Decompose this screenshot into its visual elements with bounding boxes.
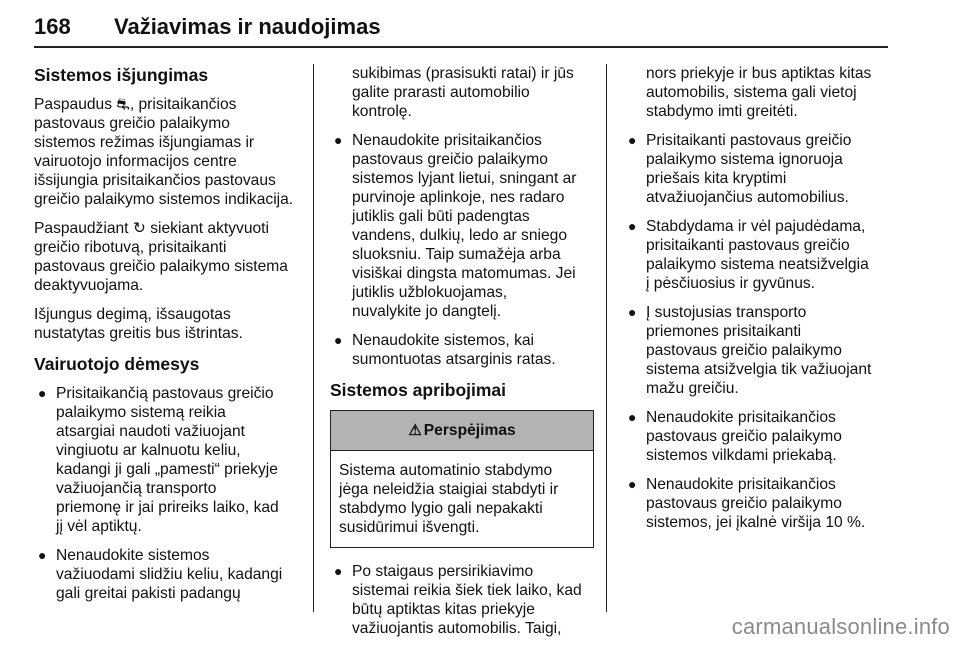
section-title-limitations: Sistemos apribojimai bbox=[330, 380, 507, 400]
list-item bbox=[330, 562, 594, 638]
list-item-text: sukibimas (prasisukti ratai) ir jūs galite prarasti automobilio kontrolę. bbox=[352, 65, 574, 120]
list-item-text: Prisitaikanti pastovaus greičio palaikymo sistema ignoruoja priešais kita kryptimi atvažiuojančius automobilius. bbox=[646, 132, 852, 206]
warning-text: Sistema automatinio stabdymo jėga neleidžia staigiai stabdyti ir stabdymo lygio gali nepakakti susidūrimui išvengti. bbox=[339, 462, 559, 536]
list-item bbox=[330, 331, 594, 369]
bullet-icon: ● bbox=[334, 332, 343, 348]
list-item bbox=[330, 131, 594, 321]
bullet-icon: ● bbox=[334, 132, 343, 148]
list-item bbox=[624, 475, 894, 532]
bullet-icon: ● bbox=[628, 476, 637, 492]
warning-header bbox=[331, 411, 593, 451]
section-title-driver-attention: Vairuotojo dėmesys bbox=[34, 354, 200, 374]
bullet-icon: ● bbox=[334, 563, 343, 579]
bullet-list bbox=[624, 64, 894, 532]
column-divider-2 bbox=[606, 64, 607, 612]
paragraph: Paspaudžiant ↻ siekiant aktyvuoti greičio ribotuvą, prisitaikanti pastovaus greičio palaikymo sistema deaktyvuojama. bbox=[34, 220, 288, 294]
list-item-text: Nenaudokite sistemos, kai sumontuotas atsarginis ratas. bbox=[352, 332, 556, 368]
list-item-continuation bbox=[330, 64, 594, 121]
bullet-icon: ● bbox=[628, 218, 637, 234]
list-item bbox=[34, 384, 304, 536]
list-item-text: Stabdydama ir vėl pajudėdama, prisitaikanti pastovaus greičio palaikymo sistema neatsižvelgia į pėsčiuosius ir gyvūnus. bbox=[646, 218, 869, 292]
header-rule bbox=[34, 46, 888, 48]
column-3 bbox=[624, 64, 894, 542]
list-item-text: Nenaudokite prisitaikančios pastovaus greičio palaikymo sistemos vilkdami priekabą. bbox=[646, 409, 842, 464]
bullet-list bbox=[330, 64, 594, 369]
bullet-list bbox=[330, 562, 594, 638]
bullet-icon: ● bbox=[38, 385, 47, 401]
paragraph: Išjungus degimą, išsaugotas nustatytas greitis bus ištrintas. bbox=[34, 306, 243, 342]
warning-title: Perspėjimas bbox=[423, 422, 516, 439]
list-item bbox=[624, 408, 894, 465]
warning-icon: ⚠ bbox=[408, 422, 422, 439]
page-header bbox=[34, 14, 888, 48]
chapter-title: Važiavimas ir naudojimas bbox=[114, 14, 381, 39]
column-divider-1 bbox=[313, 64, 314, 612]
list-item-continuation bbox=[624, 64, 894, 121]
paragraph: Paspaudus ⛐, prisitaikančios pastovaus greičio palaikymo sistemos režimas išjungiamas ir vairuotojo informacijos centre išsijungia prisitaikančios pastovaus greičio palaikymo sistemos indikacija. bbox=[34, 96, 294, 208]
list-item-text: Nenaudokite prisitaikančios pastovaus greičio palaikymo sistemos, jei įkalnė viršija 10 %. bbox=[646, 476, 866, 531]
warning-box bbox=[330, 410, 594, 548]
list-item bbox=[624, 217, 894, 293]
list-item bbox=[624, 303, 894, 398]
list-item-text: Nenaudokite prisitaikančios pastovaus greičio palaikymo sistemos lyjant lietui, sningant ar purvinoje aplinkoje, nes radaro jutiklis gali būti padengtas vandens, dulkių, ledo ar sniego sluoksniu. Taip sumažėja arba visiškai dingsta matomumas. Jei jutiklis užblokuojamas, nuvalykite jo dangtelį. bbox=[352, 132, 577, 320]
bullet-icon: ● bbox=[628, 132, 637, 148]
bullet-icon: ● bbox=[628, 409, 637, 425]
page-number: 168 bbox=[34, 14, 71, 39]
list-item-text: Po staigaus persirikiavimo sistemai reikia šiek tiek laiko, kad būtų aptiktas kitas priekyje važiuojantis automobilis. Taigi, bbox=[352, 563, 582, 637]
list-item-text: Į sustojusias transporto priemones prisitaikanti pastovaus greičio palaikymo sistema atsižvelgia tik važiuojant mažu greičiu. bbox=[646, 304, 872, 397]
bullet-icon: ● bbox=[628, 304, 637, 320]
list-item-text: nors priekyje ir bus aptiktas kitas automobilis, sistema gali vietoj stabdymo imti greitėti. bbox=[646, 65, 872, 120]
section-title-system-off: Sistemos išjungimas bbox=[34, 65, 209, 85]
list-item bbox=[624, 131, 894, 207]
column-2 bbox=[330, 64, 594, 648]
bullet-icon: ● bbox=[38, 547, 47, 563]
list-item-text: Nenaudokite sistemos važiuodami slidžiu keliu, kadangi gali greitai pakisti padangų bbox=[56, 547, 283, 602]
list-item bbox=[34, 546, 304, 603]
column-1 bbox=[34, 64, 304, 613]
list-item-text: Prisitaikančią pastovaus greičio palaikymo sistemą reikia atsargiai naudoti važiuojant vingiuotu ar kalnuotu keliu, kadangi ji gali „pamesti“ priekyje važiuojančią transporto priemonę ir jai prireiks laiko, kad jį vėl aptiktų. bbox=[56, 385, 279, 535]
watermark: carmanualsonline.info bbox=[731, 614, 950, 639]
bullet-list bbox=[34, 384, 304, 603]
